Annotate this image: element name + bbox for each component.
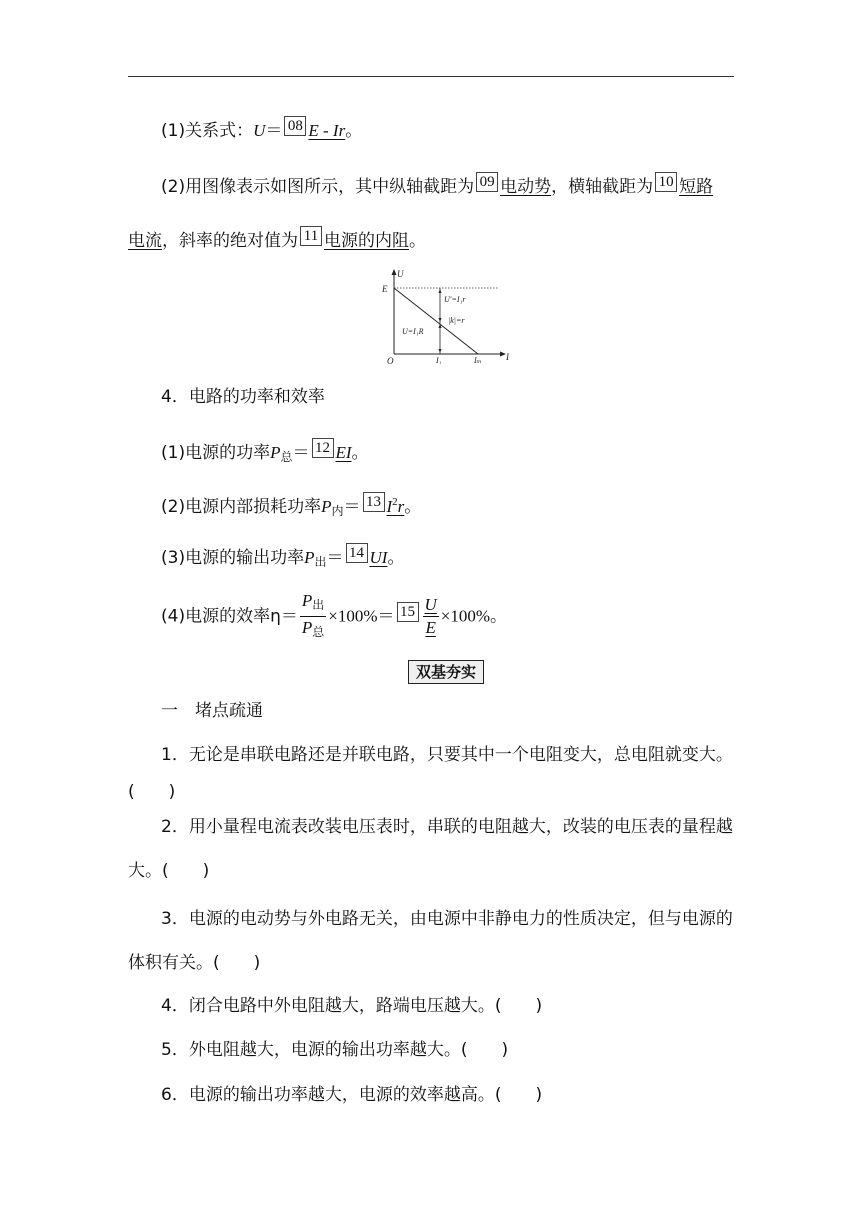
equals-sign: ＝ (265, 121, 283, 141)
answer-number-box: 08 (284, 116, 306, 136)
i1-tick-label: I₁ (436, 356, 442, 364)
efficiency-times-2: ×100% (440, 606, 491, 626)
answer-frac-num: U (423, 594, 439, 617)
internal-power-answer-r: r (397, 497, 405, 516)
graph-desc-line-2 (128, 226, 426, 253)
efficiency-fraction (300, 590, 326, 643)
arrow-up (439, 289, 442, 293)
output-power-line (161, 543, 404, 574)
terminal-voltage-label: U=I₁R (402, 327, 424, 336)
section-4-title: 4．电路的功率和效率 (161, 387, 325, 407)
power-var: P (321, 497, 332, 516)
internal-power-label: (2)电源内部损耗功率 (161, 497, 322, 517)
relation-line (161, 116, 362, 143)
period: 。 (409, 231, 426, 251)
question-2-line-1: 2．用小量程电流表改装电压表时，串联的电阻越大，改装的电压表的量程越 (161, 817, 733, 837)
question-4: 4．闭合电路中外电阻越大，路端电压越大。( ) (161, 996, 543, 1016)
header-rule (128, 76, 734, 77)
graph-answer-emf: 电动势 (500, 177, 552, 197)
power-sub: 内 (331, 504, 344, 518)
period: 。 (387, 548, 405, 568)
internal-drop-label: U′=I₁r (444, 295, 466, 304)
u-axis-label: U (397, 269, 404, 279)
internal-power-answer-sup: 2 (392, 496, 398, 508)
equals-sign: ＝ (292, 443, 310, 463)
question-6: 6．电源的输出功率越大，电源的效率越高。( ) (161, 1085, 543, 1105)
question-1-line-1: 1．无论是串联电路还是并联电路，只要其中一个电阻变大，总电阻就变大。 (161, 745, 733, 765)
u-i-graph (378, 268, 520, 364)
power-sub: 总 (280, 450, 293, 464)
output-power-label: (3)电源的输出功率 (161, 548, 305, 568)
graph-desc-text: ，横轴截距为 (551, 177, 654, 197)
answer-number-box: 14 (346, 543, 368, 563)
graph-answer-current: 电流 (128, 231, 162, 251)
efficiency-label: (4)电源的效率η＝ (161, 606, 298, 627)
power-var: P (304, 548, 315, 567)
period: 。 (351, 443, 369, 463)
period: 。 (404, 497, 422, 517)
relation-label: (1)关系式： (161, 121, 254, 141)
origin-label: O (387, 356, 394, 364)
frac-num-sub: 出 (312, 598, 325, 612)
equals-sign: ＝ (343, 497, 361, 517)
graph-desc-text: (2)用图像表示如图所示，其中纵轴截距为 (161, 177, 475, 197)
answer-number-box: 11 (300, 226, 322, 246)
frac-den-sub: 总 (312, 625, 325, 639)
section-badge: 双基夯实 (408, 660, 484, 684)
frac-num-var: P (301, 591, 313, 610)
equals-sign: ＝ (326, 548, 344, 568)
period: 。 (345, 121, 363, 141)
part-1-title: 一 堵点疏通 (161, 701, 263, 721)
period: 。 (490, 606, 508, 627)
im-tick-label: Iₘ (474, 356, 482, 364)
answer-number-box: 09 (476, 172, 498, 192)
efficiency-line (161, 590, 507, 643)
efficiency-answer-fraction (423, 594, 439, 639)
i-axis-label: I (506, 352, 509, 362)
internal-power-answer-i: I (386, 497, 393, 516)
question-3-line-1: 3．电源的电动势与外电路无关，由电源中非静电力的性质决定，但与电源的 (161, 909, 733, 929)
question-1-line-2: ( ) (128, 782, 176, 802)
graph-answer-resistance: 电源的内阻 (324, 231, 409, 251)
arrow-down (439, 318, 442, 322)
answer-number-box: 13 (363, 492, 385, 512)
relation-var: U (253, 121, 266, 140)
question-5: 5．外电阻越大，电源的输出功率越大。( ) (161, 1040, 509, 1060)
total-power-answer: EI (335, 443, 352, 462)
frac-den-var: P (301, 618, 313, 637)
u-axis-arrow (392, 269, 397, 275)
question-3-line-2: 体积有关。( ) (128, 953, 261, 973)
e-label: E (382, 284, 388, 294)
graph-desc-text: ，斜率的绝对值为 (162, 231, 298, 251)
power-sub: 出 (314, 555, 327, 569)
relation-answer: E - Ir (308, 121, 346, 140)
slope-label: |k|=r (448, 316, 465, 325)
arrow-down (439, 349, 442, 353)
power-var: P (270, 443, 281, 462)
answer-frac-den: E (425, 618, 436, 637)
graph-answer-short: 短路 (679, 177, 714, 197)
total-power-line (161, 438, 369, 469)
answer-number-box: 12 (312, 438, 334, 458)
output-power-answer: UI (369, 548, 388, 567)
question-2-line-2: 大。( ) (128, 861, 210, 881)
internal-power-line (161, 490, 421, 523)
answer-number-box: 15 (397, 602, 419, 622)
efficiency-times: ×100%＝ (328, 606, 395, 626)
graph-desc-line-1 (161, 172, 713, 199)
answer-number-box: 10 (655, 172, 677, 192)
total-power-label: (1)电源的功率 (161, 443, 271, 463)
